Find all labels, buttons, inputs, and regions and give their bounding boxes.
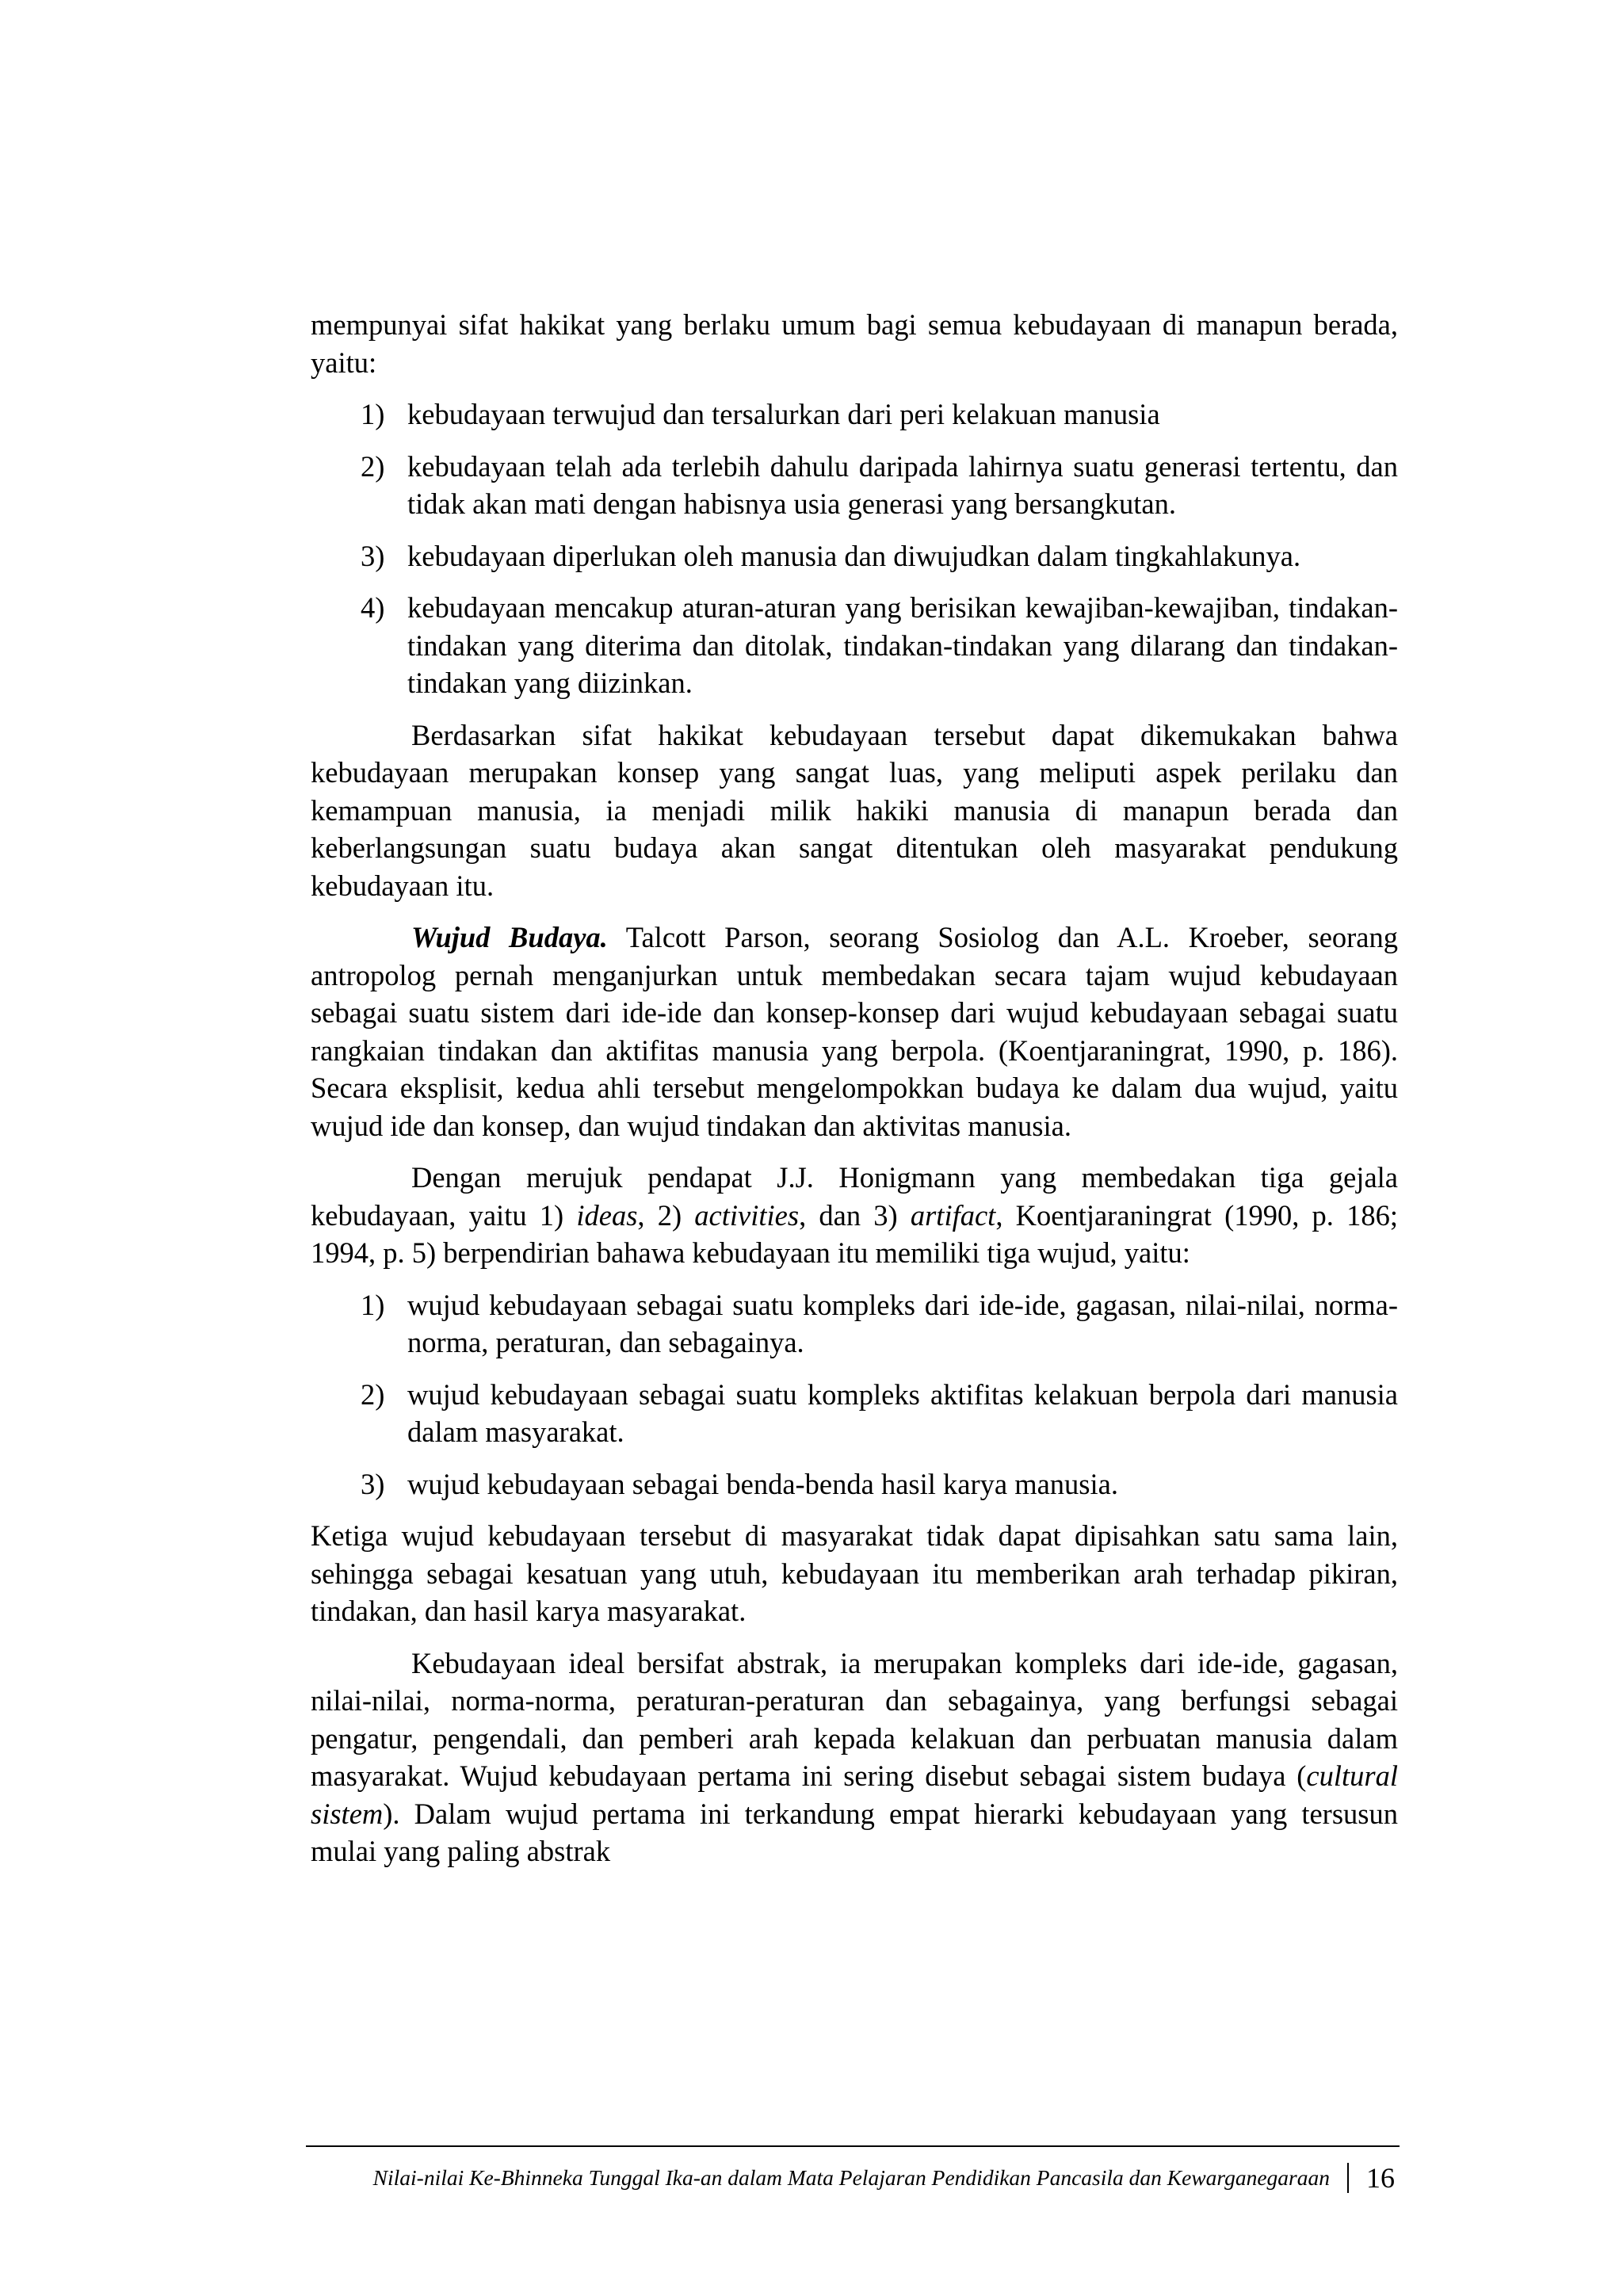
paragraph-wujud-budaya xyxy=(311,919,1398,1144)
list-item-text: wujud kebudayaan sebagai benda-benda hasil karya manusia. xyxy=(407,1467,1118,1500)
page-footer xyxy=(306,2157,1400,2199)
paragraph-text: , 2) xyxy=(637,1198,695,1232)
term-activities: activities xyxy=(694,1198,800,1232)
list-item-number: 3) xyxy=(361,539,385,572)
list-item xyxy=(311,395,1398,434)
paragraph-text: Talcott Parson, seorang Sosiolog dan A.L. Kroeber, seorang antropolog pernah menganjurkan untuk membedakan secara tajam wujud kebudayaan sebagai suatu sistem dari ide-ide dan konsep-konsep dari wujud kebudayaan sebagai suatu rangkaian tindakan dan aktifitas manusia yang berpola. (Koentjaraningrat, 1990, p. 186). Secara eksplisit, kedua ahli tersebut mengelompokkan budaya ke dalam dua wujud, yaitu wujud ide dan konsep, dan wujud tindakan dan aktivitas manusia. xyxy=(311,921,1399,1142)
list-item-number: 1) xyxy=(361,398,385,430)
paragraph-text: , Koentjaraningrat (1990, p. 186; 1994, p. 5) berpendirian bahawa kebudayaan itu memiliki tiga wujud, yaitu: xyxy=(311,1198,1398,1269)
list-item-number: 3) xyxy=(361,1467,385,1500)
footer-separator xyxy=(1347,2163,1349,2193)
list-item xyxy=(311,537,1398,575)
list-item-text: wujud kebudayaan sebagai suatu kompleks aktifitas kelakuan berpola dari manusia dalam masyarakat. xyxy=(407,1377,1398,1448)
list-item-text: kebudayaan terwujud dan tersalurkan dari peri kelakuan manusia xyxy=(407,398,1160,430)
list-item-text: kebudayaan diperlukan oleh manusia dan diwujudkan dalam tingkahlakunya. xyxy=(407,539,1301,572)
list-item-number: 4) xyxy=(361,591,385,624)
paragraph-kebudayaan-ideal xyxy=(311,1645,1398,1870)
paragraph-berdasarkan: Berdasarkan sifat hakikat kebudayaan tersebut dapat dikemukakan bahwa kebudayaan merupakan konsep yang sangat luas, yang meliputi aspek perilaku dan kemampuan manusia, ia menjadi milik hakiki manusia di manapun berada dan keberlangsungan suatu budaya akan sangat ditentukan oleh masyarakat pendukung kebudayaan itu. xyxy=(311,718,1398,902)
list-item xyxy=(311,589,1398,702)
paragraph-honigmann xyxy=(311,1159,1398,1272)
list-item xyxy=(311,448,1398,523)
paragraph-text: ). Dalam wujud pertama ini terkandung empat hierarki kebudayaan yang tersusun mulai yang paling abstrak xyxy=(311,1797,1398,1867)
list-item-number: 2) xyxy=(361,1377,385,1411)
list-item-text: wujud kebudayaan sebagai suatu kompleks dari ide-ide, gagasan, nilai-nilai, norma-norma, peraturan, dan sebagainya. xyxy=(407,1288,1398,1358)
page-number: 16 xyxy=(1366,2162,1395,2194)
list-item xyxy=(311,1465,1398,1503)
section-heading-wujud-budaya: Wujud Budaya. xyxy=(411,921,608,953)
term-ideas: ideas xyxy=(576,1198,638,1232)
list-item xyxy=(311,1286,1398,1362)
paragraph-intro: mempunyai sifat hakikat yang berlaku umum bagi semua kebudayaan di manapun berada, yaitu: xyxy=(311,308,1398,379)
list-item-text: kebudayaan mencakup aturan-aturan yang berisikan kewajiban-kewajiban, tindakan-tindakan yang diterima dan ditolak, tindakan-tindakan yang dilarang dan tindakan-tindakan yang diizinkan. xyxy=(407,591,1398,699)
footer-title: Nilai-nilai Ke-Bhinneka Tunggal Ika-an dalam Mata Pelajaran Pendidikan Pancasila dan Kewarganegaraan xyxy=(372,2165,1330,2190)
list-item-text: kebudayaan telah ada terlebih dahulu daripada lahirnya suatu generasi tertentu, dan tidak akan mati dengan habisnya usia generasi yang bersangkutan. xyxy=(407,449,1398,520)
paragraph-text: Kebudayaan ideal bersifat abstrak, ia merupakan kompleks dari ide-ide, gagasan, nilai-nilai, norma-norma, peraturan-peraturan dan sebagainya, yang berfungsi sebagai pengatur, pengendali, dan pemberi arah kepada kelakuan dan perbuatan manusia dalam masyarakat. Wujud kebudayaan pertama ini sering disebut sebagai sistem budaya ( xyxy=(311,1646,1398,1792)
paragraph-text: Dengan merujuk pendapat J.J. Honigmann yang membedakan tiga gejala kebudayaan, yaitu 1) xyxy=(311,1161,1398,1232)
paragraph-text: , dan 3) xyxy=(799,1198,911,1232)
paragraph-ketiga: Ketiga wujud kebudayaan tersebut di masyarakat tidak dapat dipisahkan satu sama lain, sehingga sebagai kesatuan yang utuh, kebudayaan itu memberikan arah terhadap pikiran, tindakan, dan hasil karya masyarakat. xyxy=(311,1519,1398,1627)
list-item-number: 1) xyxy=(361,1288,385,1321)
page-body xyxy=(311,306,1398,1870)
list-item xyxy=(311,1376,1398,1451)
list-sifat-hakikat xyxy=(311,395,1398,702)
footer-rule xyxy=(306,2145,1400,2147)
term-cultural-sistem: cultural sistem xyxy=(311,1759,1398,1830)
list-item-number: 2) xyxy=(361,449,385,483)
term-artifact: artifact xyxy=(910,1198,996,1232)
list-wujud-kebudayaan xyxy=(311,1286,1398,1503)
